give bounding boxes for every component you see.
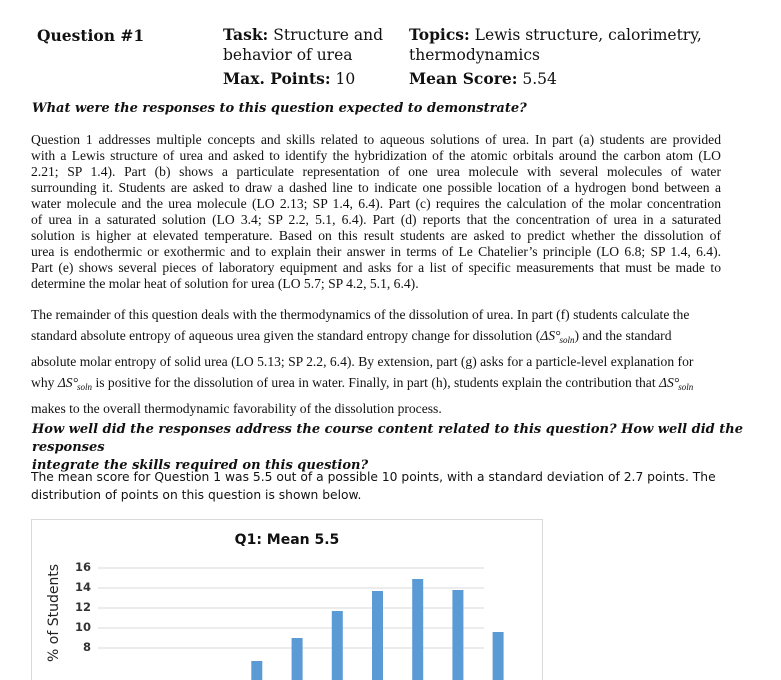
para1-line: 2.21; SP 1.4). Part (b) shows a particulate representation of one urea molecule with several molecules of water [31,164,721,179]
para1-line: Question 1 addresses multiple concepts and skills related to aqueous solutions of urea. In part (a) students are provided [31,132,721,147]
bar-score-6 [332,611,343,680]
soln-subscript: soln [77,382,93,392]
para2-line2 [31,325,722,351]
topics-value-line2: thermodynamics [409,46,541,64]
task-label: Task: [223,25,269,44]
para2-line2-text-b: ) and the standard [574,328,672,343]
para2-line2-text-a: standard absolute entropy of aqueous urea given the standard entropy change for dissolution ( [31,328,541,343]
paragraph-body [31,132,721,292]
para1-line: with a Lewis structure of urea and asked to identify the hybridization of the atomic orbitals around the carbon atom (LO [31,148,721,163]
task-field [223,25,383,65]
para1-line: of urea in a saturated solution (LO 3.4; SP 2.2, 5.1, 6.4). Part (d) reports that the concentration of urea in a saturated [31,212,721,227]
score-distribution-chart [31,519,543,680]
section2-heading [32,421,781,475]
para2-line4 [31,372,722,398]
y-tick-label: 16 [74,560,91,574]
mean-score-label: Mean Score: [409,69,518,88]
para2-line3: absolute molar entropy of solid urea (LO 5.13; SP 2.2, 6.4). By extension, part (g) asks for a particle-level explanation for [31,354,694,369]
bar-score-8 [412,579,423,680]
para2-line5: makes to the overall thermodynamic favorability of the dissolution process. [31,401,442,416]
delta-s-symbol: ΔS° [57,375,79,390]
section2-paragraph [31,468,716,504]
para1-line: solution is higher at elevated temperature. Based on this result students are asked to predict whether the dissolution of [31,228,721,243]
task-value-line2: behavior of urea [223,46,353,64]
delta-s-soln-symbol-2 [58,375,92,390]
para1-line: Part (e) shows several pieces of laboratory equipment and asks for a list of specific measurements that must be made to [31,260,721,275]
chart-title: Q1: Mean 5.5 [234,532,340,548]
y-tick-label: 10 [74,620,91,634]
para2-line4-text-b: is positive for the dissolution of urea in water. Finally, in part (h), students explain the contribution that [95,375,656,390]
para1-line: surrounding it. Students are asked to draw a dashed line to indicate one possible location of a hydrogen bond between a [31,180,721,195]
delta-s-soln-symbol-3 [659,375,693,390]
para2-line1: The remainder of this question deals with the thermodynamics of the dissolution of urea. In part (f) students calculate the [31,307,690,322]
task-value-line1: Structure and [273,26,384,44]
delta-s-symbol: ΔS° [540,328,561,343]
soln-subscript: soln [678,382,694,392]
para1-line: determine the molar heat of solution for urea (LO 5.7; SP 4.2, 5.1, 6.4). [31,276,419,291]
bar-score-9 [452,590,463,680]
question-label: Question #1 [37,26,145,45]
y-tick-label: 8 [82,640,91,654]
para1-line: water molecule and the urea molecule (LO 2.13; SP 1.4, 6.4). Part (c) requires the calculation of the molar concentration [31,196,721,211]
section2-para-line1: The mean score for Question 1 was 5.5 out of a possible 10 points, with a standard deviation of 2.7 points. The [31,470,716,484]
section1-paragraph-2 [31,304,722,419]
chart-y-axis-label: % of Students [46,563,62,662]
bar-score-10 [493,632,504,680]
section2-heading-line2: integrate the skills required on this question? [32,458,369,473]
y-tick-label: 14 [74,580,91,594]
bar-score-7 [372,591,383,680]
max-points-value: 10 [335,70,356,88]
max-points-label: Max. Points: [223,69,331,88]
chart-plot-area [32,520,542,680]
max-points-field [223,69,355,89]
section2-para-line2: distribution of points on this question is shown below. [31,488,362,502]
topics-value-line1: Lewis structure, calorimetry, [474,26,702,44]
section1-paragraph-1 [31,132,721,292]
topics-field [409,25,702,65]
bar-score-5 [292,638,303,680]
soln-subscript: soln [559,335,575,345]
mean-score-field [409,69,557,89]
delta-s-symbol: ΔS° [659,375,680,390]
para2-line4-text-a: why [31,375,55,390]
mean-score-value: 5.54 [522,70,557,88]
delta-s-soln-symbol [540,328,574,343]
topics-label: Topics: [409,25,470,44]
para1-line: urea is endothermic or exothermic and to explain their answer in terms of Le Chatelier’s principle (LO 6.8; SP 1.4, 6.4). [31,244,721,259]
y-tick-label: 12 [74,600,91,614]
section1-heading: What were the responses to this question expected to demonstrate? [32,101,527,116]
section2-heading-line1: How well did the responses address the course content related to this question? How well did the responses [32,422,744,455]
bar-score-4 [251,661,262,680]
